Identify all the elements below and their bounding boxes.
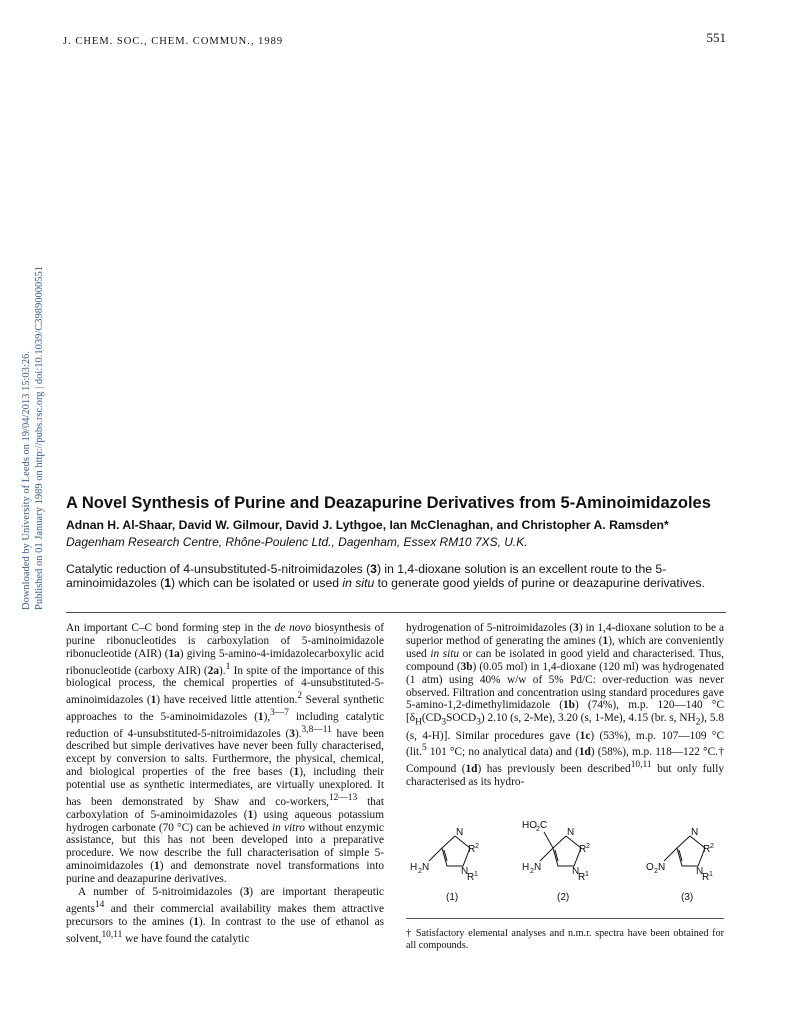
left-column: [66, 622, 384, 945]
article-affiliation: Dagenham Research Centre, Rhône-Poulenc Ltd., Dagenham, Essex RM10 7XS, U.K.: [66, 535, 528, 549]
side-note-published[interactable]: Published on 01 January 1989 on http://pubs.rsc.org | doi:10.1039/C39890000551: [34, 265, 45, 610]
svg-text:H: H: [522, 862, 530, 873]
svg-text:R: R: [467, 872, 475, 883]
svg-text:N: N: [691, 827, 699, 838]
svg-text:R: R: [468, 844, 476, 855]
svg-text:N: N: [534, 862, 542, 873]
svg-text:1: 1: [709, 871, 713, 878]
right-paragraph-1: hydrogenation of 5-nitroimidazoles (3) in 1,4-dioxane solution to be a superior method of generating the amines (1), which are conveniently used in situ or can be isolated in good yield and characterised. Thus, compound (3b) (0.05 mol) in 1,4-dioxane (120 ml) was hydrogenated (1 atm) using 40% w/w of 5% Pd/C: over-reduction was never observed. Filtration and concentration using standard procedures gave 5-amino-1,2-dimethylimidazole (1b) (74%), m.p. 120—140 °C [$\delta_H(CD_3SOCD_3)$ 2.10 (s, 2-Me), 3.20 (s, 1-Me), 4.15 (br. s, $NH_2$), 5.8 (s, 4-H)]. Similar procedures gave (1c) (53%), m.p. 107—109 °C (lit.$^5$ 101 °C; no analytical data) and (1d) (58%), m.p. 118—122 °C.† Compound (1d) has previously been described$^{10,11}$ but only fully characterised as its hydro-: [406, 622, 725, 788]
svg-text:R: R: [579, 844, 587, 855]
side-note-downloaded[interactable]: Downloaded by University of Leeds on 19/04/2013 15:03:26.: [21, 351, 32, 610]
svg-text:N: N: [567, 827, 575, 838]
svg-text:2: 2: [475, 843, 479, 850]
left-paragraph-2: A number of 5-nitroimidazoles (3) are important therapeutic agents$^{14}$ and their commercial availability makes them attractive precursors to the amines (1). In contrast to the use of ethanol as solvent,$^{10,11}$ we have found the catalytic: [66, 886, 384, 945]
download-side-note: [0, 250, 45, 610]
svg-text:N: N: [422, 862, 430, 873]
svg-text:2: 2: [654, 868, 658, 875]
svg-text:N: N: [696, 866, 704, 877]
svg-text:R: R: [703, 844, 711, 855]
svg-text:R: R: [702, 872, 710, 883]
svg-text:2: 2: [536, 826, 540, 833]
structure-2-label: (2): [557, 892, 570, 903]
svg-text:2: 2: [710, 843, 714, 850]
structure-1: [429, 836, 470, 866]
structure-3-label: (3): [681, 892, 694, 903]
running-head: J. CHEM. SOC., CHEM. COMMUN., 1989: [63, 36, 284, 47]
svg-text:2: 2: [530, 868, 534, 875]
svg-text:N: N: [658, 862, 666, 873]
structure-1-label: (1): [446, 892, 459, 903]
svg-text:1: 1: [474, 871, 478, 878]
svg-text:N: N: [572, 866, 580, 877]
svg-text:R: R: [578, 872, 586, 883]
structure-3: [664, 836, 705, 866]
structure-3-labels: [646, 827, 714, 903]
structure-2: [540, 832, 581, 866]
svg-text:2: 2: [586, 843, 590, 850]
chemical-structures: [406, 808, 724, 918]
footnote: † Satisfactory elemental analyses and n.m.r. spectra have been obtained for all compounds.: [406, 928, 724, 951]
svg-text:C: C: [540, 820, 548, 831]
svg-text:HO: HO: [522, 820, 537, 831]
abstract-divider: [66, 612, 726, 613]
svg-text:2: 2: [418, 868, 422, 875]
article-abstract: Catalytic reduction of 4-unsubstituted-5-nitroimidazoles (3) in 1,4-dioxane solution is an excellent route to the 5-aminoimidazoles (1) which can be isolated or used in situ to generate good yields of purine or deazapurine derivatives.: [66, 562, 705, 591]
page-number: 551: [706, 30, 726, 45]
footnote-divider: [406, 918, 724, 919]
svg-text:O: O: [646, 862, 654, 873]
svg-text:1: 1: [585, 871, 589, 878]
article-title: A Novel Synthesis of Purine and Deazapurine Derivatives from 5-Aminoimidazoles: [66, 494, 711, 512]
right-column: [406, 622, 724, 789]
article-authors: Adnan H. Al-Shaar, David W. Gilmour, David J. Lythgoe, Ian McClenaghan, and Christopher A. Ramsden*: [66, 518, 669, 532]
svg-text:N: N: [456, 827, 464, 838]
structure-2-labels: [522, 820, 590, 903]
svg-text:H: H: [410, 862, 418, 873]
left-paragraph-1: An important C–C bond forming step in the de novo biosynthesis of purine ribonucleotides is carboxylation of 5-aminoimidazole ribonucleotide (AIR) (1a) giving 5-amino-4-imidazolecarboxylic acid ribonucleotide (carboxy AIR) (2a).$^1$ In spite of the importance of this biological process, the chemical properties of 4-unsubstituted-5-aminoimidazoles (1) have received little attention.$^2$ Several synthetic approaches to the 5-aminoimidazoles (1),$^{3—7}$ including catalytic reduction of 4-unsubstituted-5-nitroimidazoles (3).$^{3,8—11}$ have been described but simple derivatives have never been fully characterised, except by conversion to salts. Furthermore, the physical, chemical, and biological properties of the free bases (1), including their potential use as synthetic intermediates, are virtually unexplored. It has been demonstrated by Shaw and co-workers,$^{12—13}$ that carboxylation of 5-aminoimidazoles (1) using aqueous potassium hydrogen carbonate (70 °C) can be achieved in vitro without enzymic assistance, but this has not been developed into a preparative procedure. We now describe the full characterisation of simple 5-aminoimidazoles (1) and demonstrate novel transformations into purine and deazapurine derivatives.: [66, 622, 385, 886]
structure-1-labels: [410, 827, 479, 903]
svg-text:N: N: [461, 866, 469, 877]
